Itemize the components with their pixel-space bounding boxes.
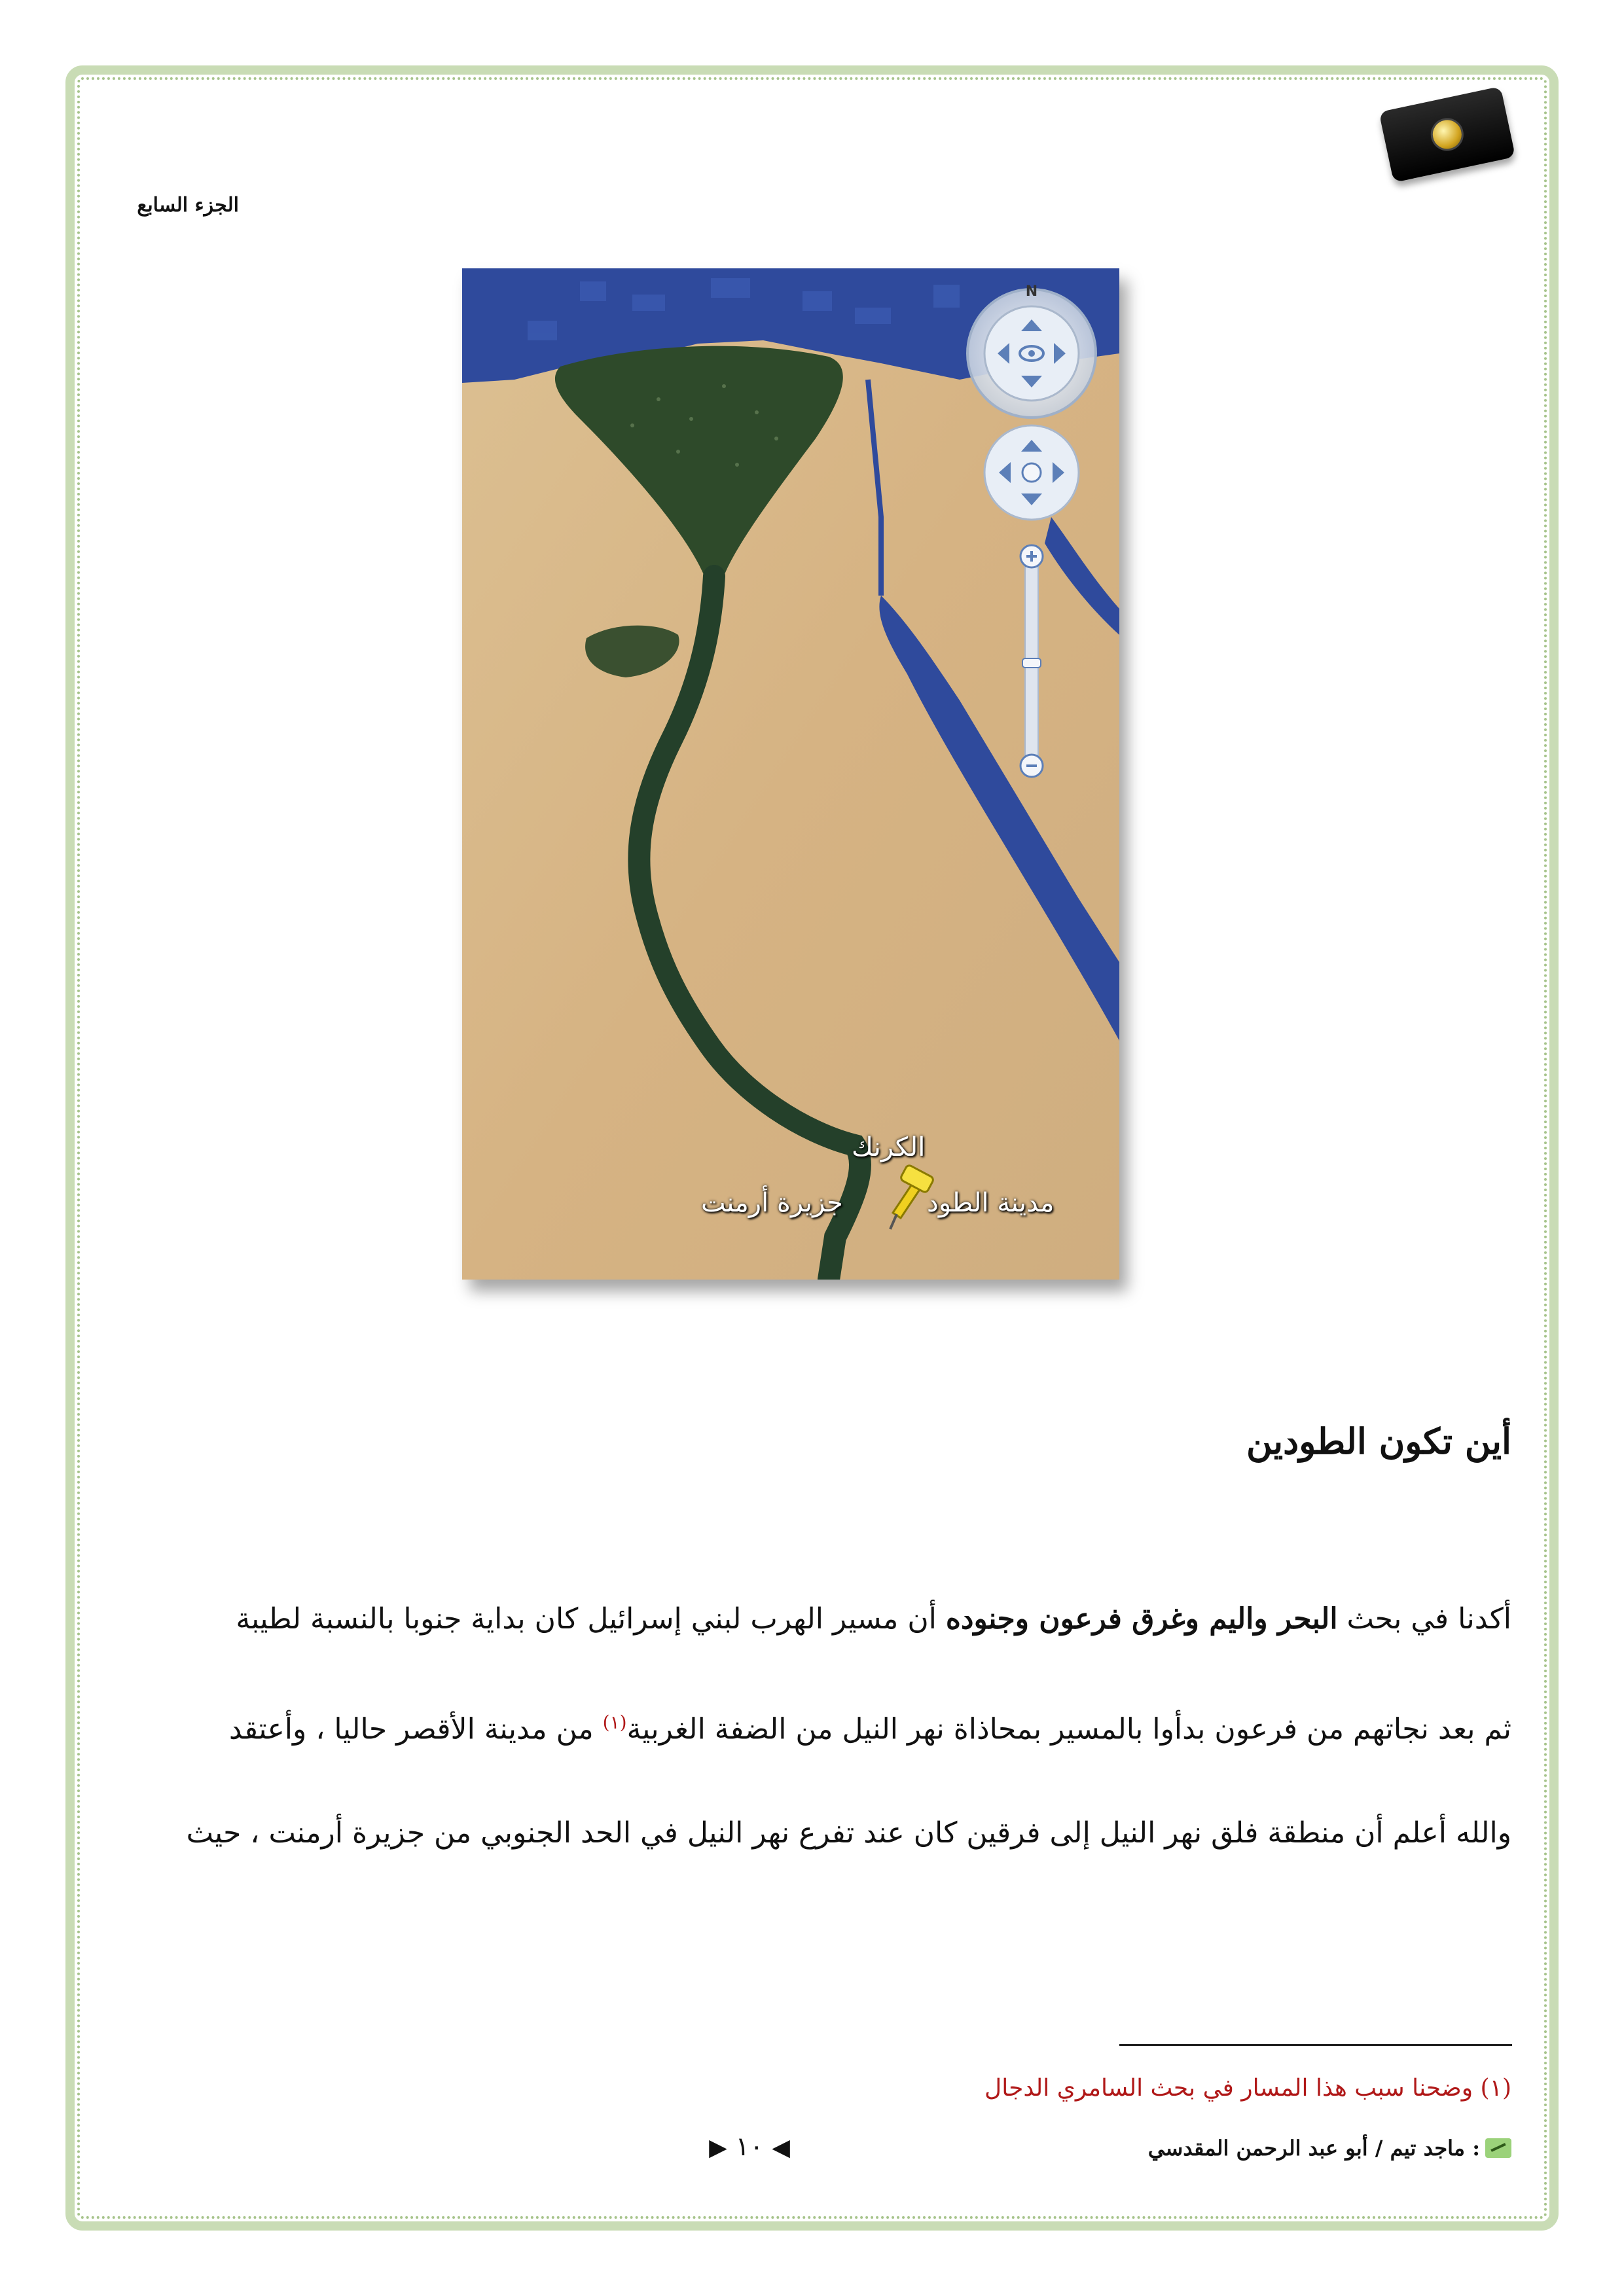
satellite-map xyxy=(462,268,1119,1280)
research-title-bold: البحر واليم وغرق فرعون وجنوده xyxy=(945,1602,1338,1636)
next-page-arrow-icon[interactable]: ◀ xyxy=(772,2134,790,2161)
body-line-3: والله أعلم أن منطقة فلق نهر النيل إلى فرقين كان عند تفرع نهر النيل في الحد الجنوبي من جزيرة أرمنت ، حيث xyxy=(186,1816,1511,1850)
footnote-text: (١) وضحنا سبب هذا المسار في بحث السامري الدجال xyxy=(984,2075,1511,2102)
map-label-island: جزيرة أرمنت xyxy=(701,1188,843,1218)
body-paragraph xyxy=(111,1568,1511,1885)
section-heading: أين تكون الطودين xyxy=(1246,1420,1511,1462)
body-line-1: أكدنا في بحث البحر واليم وغرق فرعون وجنوده أن مسير الهرب لبني إسرائيل كان بداية جنوبا بالنسبة لطيبة xyxy=(236,1602,1511,1636)
prev-page-arrow-icon[interactable]: ▶ xyxy=(709,2134,727,2161)
map-look-control[interactable] xyxy=(967,289,1096,418)
map-label-city: مدينة الطود xyxy=(927,1188,1055,1218)
map-move-control[interactable] xyxy=(984,425,1079,520)
footnote-reference[interactable]: (١) xyxy=(602,1712,627,1733)
part-label: الجزء السابع xyxy=(137,194,239,217)
author-name: : ماجد تيم / أبو عبد الرحمن المقدسي xyxy=(1147,2136,1480,2161)
compass-north-label: N xyxy=(1025,283,1038,300)
page-number-value: ١٠ xyxy=(735,2132,764,2162)
logo-emblem-icon xyxy=(1428,115,1466,154)
map-label-karnak: الكرنك xyxy=(852,1132,926,1162)
footnote-separator xyxy=(1119,2044,1512,2046)
author-credit xyxy=(1148,2136,1511,2161)
pen-icon xyxy=(1485,2138,1511,2158)
body-line-2: ثم بعد نجاتهم من فرعون بدأوا بالمسير بمحاذاة نهر النيل من الضفة الغربية$^{(١)}$ من مدينة الأقصر حاليا ، وأعتقد xyxy=(228,1712,1511,1746)
page-number xyxy=(671,2132,828,2162)
